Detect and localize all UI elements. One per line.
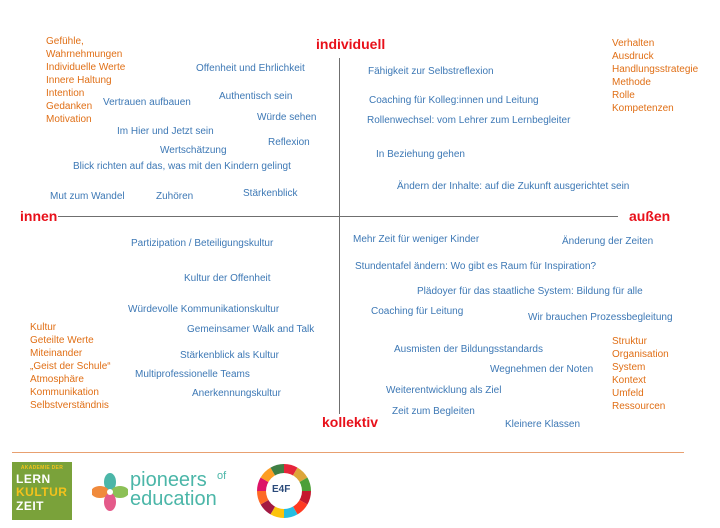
corner-item: Umfeld [612,388,644,399]
corner-list-bottom-left [30,321,111,412]
horizontal-axis [58,216,618,217]
logo-text-line2: education [130,488,217,510]
corner-item: Gedanken [46,101,93,112]
ll-item: Kultur der Offenheit [184,273,271,284]
ur-item: In Beziehung gehen [376,149,465,160]
corner-item: Kompetenzen [612,103,674,114]
ll-item: Gemeinsamer Walk and Talk [187,324,315,335]
ll-item: Würdevolle Kommunikationskultur [128,304,280,315]
clover-icon [92,472,128,512]
ul-item: Vertrauen aufbauen [103,97,191,108]
corner-item: Miteinander [30,348,83,359]
corner-item: Innere Haltung [46,75,112,86]
corner-item: Wahrnehmungen [46,49,123,60]
ul-item: Reflexion [268,137,310,148]
vertical-axis [339,58,340,414]
corner-item: Gefühle, [46,36,84,47]
axis-label-top: individuell [316,36,386,52]
corner-item: Handlungsstrategie [612,64,699,75]
corner-item: Organisation [612,349,669,360]
ll-item: Stärkenblick als Kultur [180,350,279,361]
lr-item: Coaching für Leitung [371,306,464,317]
ul-item: Offenheit und Ehrlichkeit [196,63,305,74]
corner-list-top-right [612,37,698,115]
lr-item: Zeit zum Begleiten [392,406,475,417]
corner-item: Geteilte Werte [30,335,94,346]
corner-item: System [612,362,646,373]
pioneers-of-education-logo [92,470,252,514]
lr-item: Wir brauchen Prozessbegleitung [528,312,673,323]
corner-item: Individuelle Werte [46,62,126,73]
ul-item: Authentisch sein [219,91,293,102]
e4f-label: E4F [272,484,291,495]
corner-item: Ressourcen [612,401,666,412]
corner-list-top-left [46,35,125,126]
ul-item: Stärkenblick [243,188,298,199]
corner-item: Kommunikation [30,387,99,398]
corner-item: Ausdruck [612,51,654,62]
corner-item: Motivation [46,114,92,125]
ur-item: Coaching für Kolleg:innen und Leitung [369,95,539,106]
axis-label-right: außen [629,208,671,224]
lr-item: Plädoyer für das staatliche System: Bildung für alle [417,286,643,297]
lr-item: Wegnehmen der Noten [490,364,594,375]
logo-small-text: AKADEMIE DER [20,465,64,471]
corner-item: Kontext [612,375,646,386]
lr-item: Mehr Zeit für weniger Kinder [353,234,480,245]
logo-line: KULTUR [16,485,68,499]
lr-item: Stundentafel ändern: Wo gibt es Raum für Inspiration? [355,261,597,272]
lernkulturzeit-logo [12,462,72,520]
corner-item: Rolle [612,90,635,101]
footer-divider [12,452,684,453]
lr-item: Kleinere Klassen [505,419,581,430]
ll-item: Anerkennungskultur [192,388,281,399]
ll-item: Partizipation / Beteiligungskultur [131,238,274,249]
ul-item: Mut zum Wandel [50,191,125,202]
corner-item: Kultur [30,322,57,333]
lr-item: Ausmisten der Bildungsstandards [394,344,543,355]
corner-item: Selbstverständnis [30,400,109,411]
logo-text-of: of [217,470,227,482]
corner-item: Struktur [612,336,648,347]
ur-item: Fähigkeit zur Selbstreflexion [368,66,494,77]
ul-item: Blick richten auf das, was mit den Kindern gelingt [73,161,291,172]
ul-item: Wertschätzung [160,145,227,156]
corner-item: Verhalten [612,38,655,49]
axis-label-bottom: kollektiv [322,414,379,430]
corner-item: Intention [46,88,85,99]
corner-item: Methode [612,77,651,88]
ur-item: Ändern der Inhalte: auf die Zukunft ausgerichtet sein [397,181,630,192]
e4f-logo [255,462,313,520]
logo-line: LERN [16,472,51,486]
ul-item: Würde sehen [257,112,317,123]
corner-list-bottom-right [612,335,669,413]
corner-item: „Geist der Schule“ [30,361,111,372]
ul-item: Im Hier und Jetzt sein [117,126,214,137]
corner-item: Atmosphäre [30,374,84,385]
ul-item: Zuhören [156,191,194,202]
lr-item: Weiterentwicklung als Ziel [386,385,502,396]
lr-item: Änderung der Zeiten [562,236,654,247]
logo-text-line1: pioneers [130,469,207,491]
axis-label-left: innen [20,208,58,224]
ur-item: Rollenwechsel: vom Lehrer zum Lernbegleiter [367,115,571,126]
ll-item: Multiprofessionelle Teams [135,369,250,380]
logo-line: ZEIT [16,499,44,513]
